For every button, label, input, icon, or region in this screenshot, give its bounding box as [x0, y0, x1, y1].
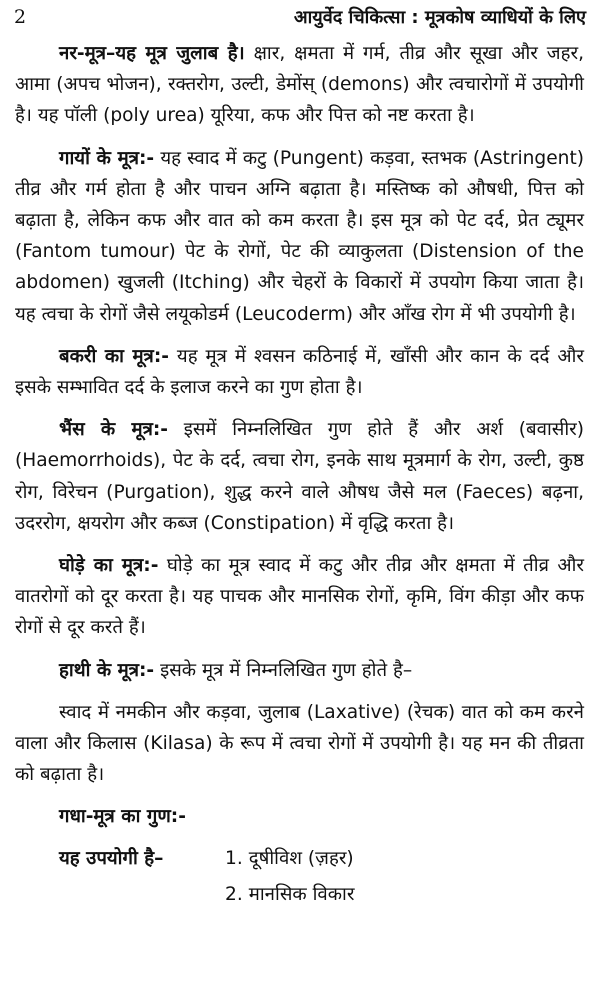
list-item-text: मानसिक विकार	[248, 883, 355, 905]
paragraph-heading: गधा-मूत्र का गुण:-	[59, 806, 186, 828]
list-item-number: 1.	[225, 847, 243, 869]
paragraph-human-urine	[15, 38, 584, 132]
uses-list-row	[15, 841, 584, 877]
paragraph-heading: भैंस के मूत्र:-	[59, 419, 168, 441]
paragraph-text: क्षार, क्षमता में गर्म, तीव्र और सूखा और जहर, आमा (अपच भोजन), रक्तरोग, उल्टी, डेमोंस् (demons) और त्वचारोगों में उपयोगी है। यह पॉली (poly urea) यूरिया, कफ और पित्त को नष्ट करता है।	[15, 43, 584, 127]
paragraph-cow-urine	[15, 143, 584, 330]
paragraph-goat-urine	[15, 341, 584, 403]
paragraph-text: घोड़े का मूत्र स्वाद में कटु और तीव्र और क्षमता में तीव्र और वातरोगों को दूर करता है। यह पाचक और मानसिक रोगों, कृमि, विंग कीड़ा और कफ रोगों से दूर करते हैं।	[15, 555, 584, 639]
page-number: 2	[14, 6, 27, 28]
paragraph-heading: गायों के मूत्र:-	[59, 147, 155, 169]
paragraph-elephant-urine	[15, 655, 584, 686]
paragraph-text: यह मूत्र में श्वसन कठिनाई में, खाँसी और कान के दर्द और इसके सम्भावित दर्द के इलाज करने का गुण होता है।	[15, 345, 584, 399]
paragraph-heading: घोड़े का मूत्र:-	[59, 555, 159, 577]
paragraph-heading: नर-मूत्र–यह मूत्र जुलाब है।	[59, 43, 245, 64]
list-item	[225, 877, 354, 913]
paragraph-text: स्वाद में नमकीन और कड़वा, जुलाब (Laxative) (रेचक) वात को कम करने वाला और किलास (Kilasa) के रूप में त्वचा रोगों में उपयोगी है। यह मन की तीव्रता को बढ़ाता है।	[15, 701, 584, 786]
list-item-text: दूषीविश (ज़हर)	[248, 847, 354, 869]
page-header	[14, 4, 586, 30]
paragraph-donkey-urine	[15, 801, 584, 832]
list-item-number: 2.	[225, 883, 243, 905]
paragraph-text: यह स्वाद में कटु (Pungent) कड़वा, स्तभक (Astringent) तीव्र और गर्म होता है और पाचन अग्नि बढ़ाता है। मस्तिष्क को औषधी, पित्त को बढ़ाता है, लेकिन कफ और वात को कम करता है। इस मूत्र को पेट दर्द, प्रेत ट्यूमर (Fantom tumour) पेट के रोगों, पेट की व्याकुलता (Distension of the abdomen) खुजली (Itching) और चेहरों के विकारों में उपयोग किया जाता है। यह त्वचा के रोगों जैसे लयूकोडर्म (Leucoderm) और आँख रोग में भी उपयोगी है।	[15, 147, 584, 325]
list-item	[225, 841, 354, 877]
uses-list-row	[15, 877, 584, 913]
running-title: आयुर्वेद चिकित्सा : मूत्रकोष व्याधियों के लिए	[293, 7, 586, 28]
uses-lead: यह उपयोगी है–	[59, 847, 164, 869]
paragraph-heading: हाथी के मूत्र:-	[59, 659, 155, 681]
paragraph-buffalo-urine	[15, 414, 584, 539]
paragraph-text: इसमें निम्नलिखित गुण होते हैं और अर्श (बवासीर) (Haemorrhoids), पेट के दर्द, त्वचा रोग, इनके साथ मूत्रमार्ग के रोग, उल्टी, कुष्ठ रोग, विरेचन (Purgation), शुद्ध करने वाले औषध जैसे मल (Faeces) बढ़ना, उदररोग, क्षयरोग और कब्ज (Constipation) में वृद्धि करता है।	[15, 419, 585, 534]
paragraph-horse-urine	[15, 550, 584, 644]
paragraph-elephant-properties	[15, 697, 584, 791]
paragraph-heading: बकरी का मूत्र:-	[59, 345, 169, 367]
page-body	[15, 38, 584, 913]
paragraph-text: इसके मूत्र में निम्नलिखित गुण होते है–	[154, 659, 413, 681]
